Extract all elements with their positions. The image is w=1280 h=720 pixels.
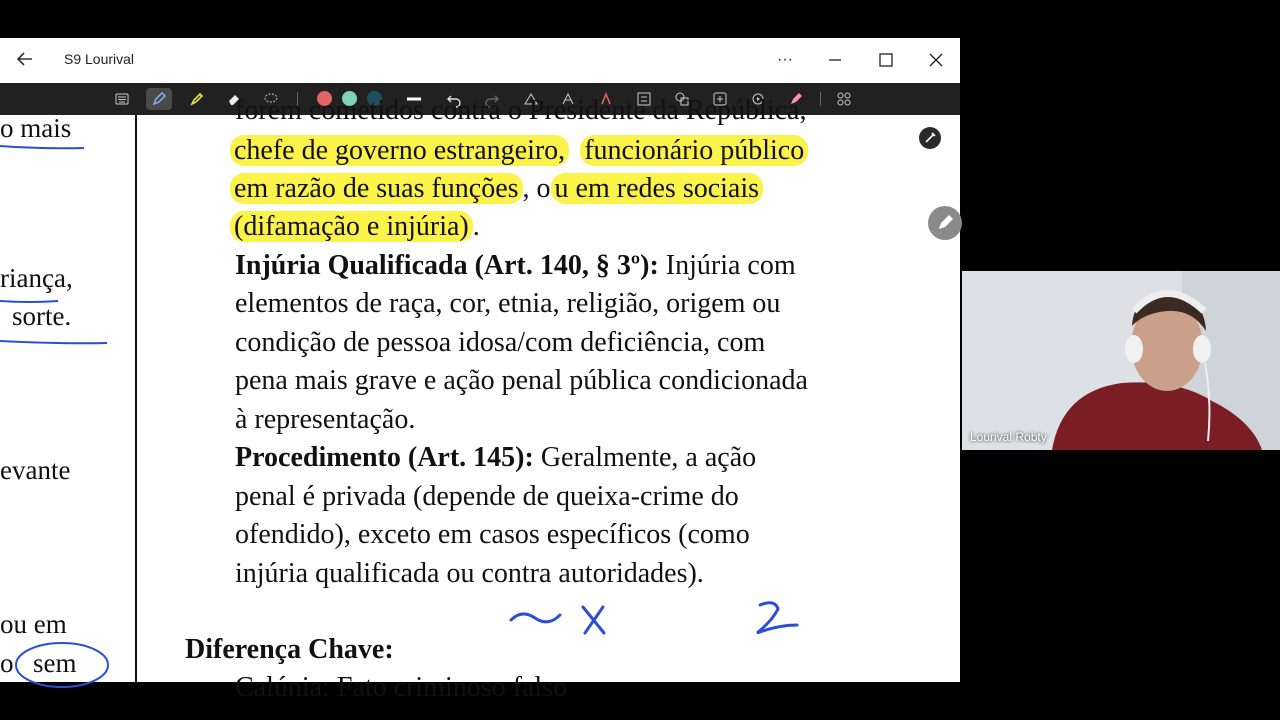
doc-line-1 (230, 135, 808, 167)
left-fragment-6: o (0, 648, 14, 678)
injuria-line-1 (235, 250, 796, 282)
left-fragment-3: sorte. (12, 301, 72, 331)
injuria-line-2: elementos de raça, cor, etnia, religião, origem ou (235, 288, 781, 319)
left-fragment-1: o mais (0, 113, 72, 143)
procedimento-line-4: injúria qualificada ou contra autoridades). (235, 558, 704, 589)
previous-page-fragment (0, 115, 137, 682)
left-fragment-4: evante (0, 455, 71, 485)
doc-text: . (472, 211, 480, 242)
keyboard-icon[interactable] (111, 89, 133, 109)
toolbar-separator (820, 92, 821, 106)
left-fragment-2: riança, (0, 263, 73, 293)
doc-text: Injúria com (658, 250, 796, 281)
doc-line-3 (230, 211, 480, 243)
procedimento-line-2: penal é privada (depende de queixa-crime do (235, 481, 739, 512)
doc-text: , o (522, 173, 551, 204)
bottom-partial-line: Calúnia: Fato criminoso falso (235, 672, 568, 703)
highlight-redes-sociais: u em redes sociais (551, 173, 764, 204)
back-arrow-icon[interactable] (14, 48, 36, 70)
title-bar (0, 38, 960, 83)
pen-icon[interactable] (146, 88, 172, 110)
maximize-button[interactable] (868, 45, 904, 75)
left-ink-annotations (0, 115, 135, 682)
highlight-funcionario: funcionário público (580, 135, 808, 166)
close-button[interactable] (918, 45, 954, 75)
highlight-chefe: chefe de governo estrangeiro, (230, 135, 569, 166)
procedimento-line-3: ofendido), exceto em casos específicos (como (235, 519, 750, 550)
onenote-window (0, 38, 960, 703)
more-options-button[interactable]: ··· (777, 51, 793, 68)
presenter-image (962, 271, 1280, 450)
minimize-button[interactable] (817, 45, 853, 75)
left-fragment-5: ou em (0, 609, 67, 639)
highlighter-icon[interactable] (186, 89, 208, 109)
pin-icon[interactable] (919, 127, 941, 149)
highlight-em-razao: em razão de suas funções (230, 173, 523, 204)
injuria-line-3: condição de pessoa idosa/com deficiência, com (235, 327, 766, 358)
note-canvas[interactable] (0, 95, 960, 703)
diferenca-chave-heading: Diferença Chave: (185, 634, 394, 665)
webcam-video-tile (962, 271, 1280, 450)
highlight-difamacao: (difamação e injúria) (230, 211, 473, 242)
window-title: S9 Lourival (64, 51, 135, 67)
injuria-line-4: pena mais grave e ação penal pública condicionada (235, 365, 808, 396)
doc-line-0: forem cometidos contra o Presidente da República, (235, 95, 807, 126)
left-fragment-7: sem (33, 648, 77, 678)
participant-name: Lourival Robty (970, 430, 1047, 444)
injuria-heading: Injúria Qualificada (Art. 140, § 3º): (235, 250, 659, 281)
doc-line-2 (230, 173, 763, 205)
apps-icon[interactable] (833, 89, 855, 109)
procedimento-line-1 (235, 442, 756, 474)
floating-pen-icon[interactable] (928, 206, 962, 240)
procedimento-heading: Procedimento (Art. 145): (235, 442, 534, 473)
injuria-line-5: à representação. (235, 404, 416, 435)
doc-text: Geralmente, a ação (533, 442, 757, 473)
